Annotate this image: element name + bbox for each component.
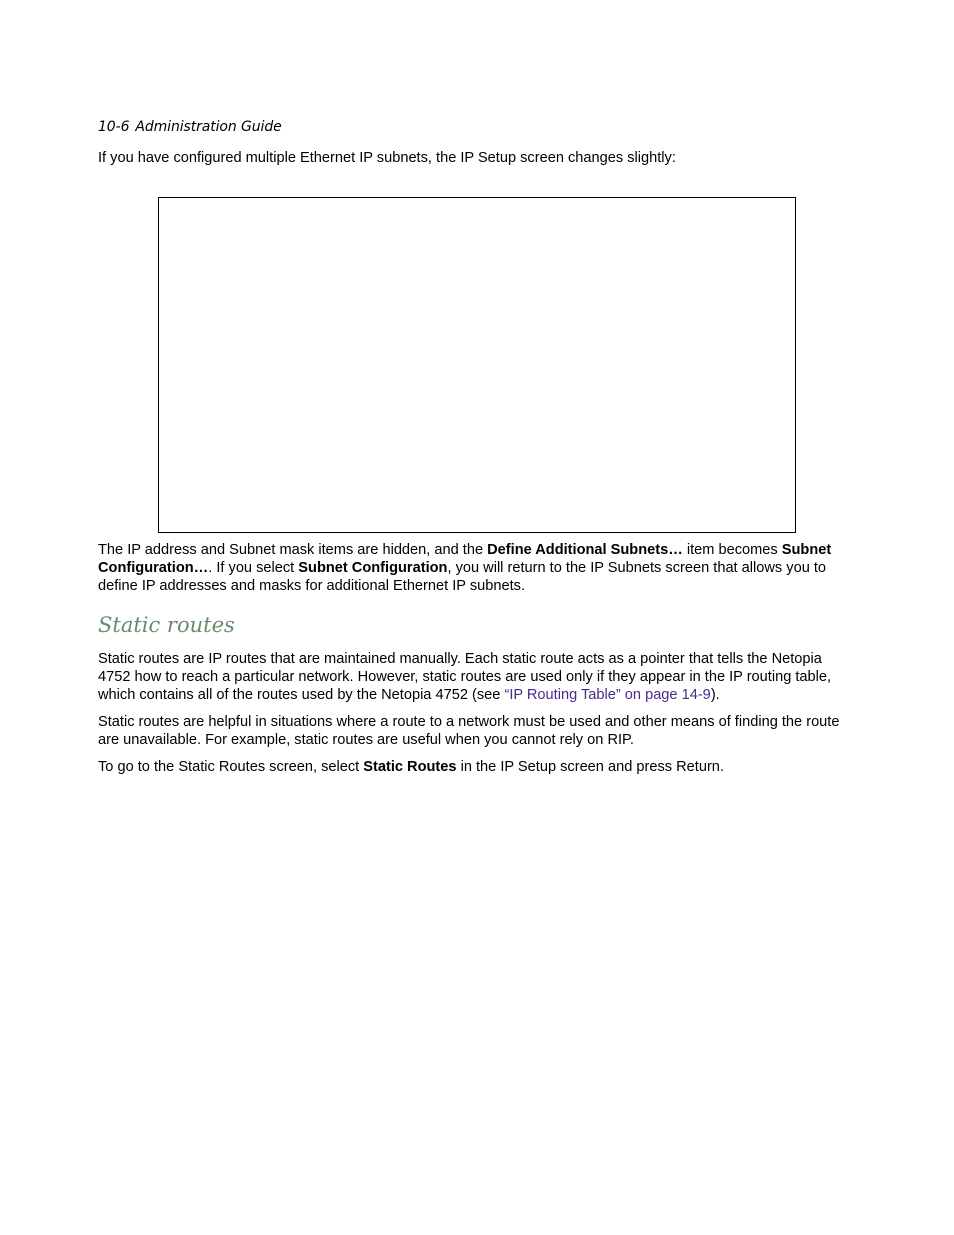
running-header [98,119,282,135]
hidden-items-text-2: item becomes [682,542,782,558]
guide-title: Administration Guide [135,119,282,135]
hidden-items-text-3: . If you select [208,560,299,576]
static-routes-paragraph-2: Static routes are helpful in situations where a route to a network must be used and other means of finding the route are unavailable. For example, static routes are useful when you cannot rely on RIP. [98,714,840,748]
ip-routing-table-link[interactable]: “IP Routing Table” on page 14-9 [504,687,711,703]
define-additional-subnets-term: Define Additional Subnets… [487,542,683,558]
static-routes-paragraph-1 [98,650,858,704]
hidden-items-paragraph [98,541,858,595]
subnet-configuration-term: Subnet Configuration [298,560,448,576]
static-routes-text-1: Static routes are IP routes that are maintained manually. Each static route acts as a pointer that tells the Netopia 4752 how to reach a particular network. However, static routes are used only if they appear in the IP routing table, which contains all of the routes used by the Netopia 4752 (see [98,651,832,703]
hidden-items-text-1: The IP address and Subnet mask items are hidden, and the [98,542,488,558]
section-heading-static-routes: Static routes [98,613,235,637]
subnet-configuration-ellipsis-term: Subnet Configuration… [98,542,832,576]
static-routes-instruction-text-2: in the IP Setup screen and press Return. [456,759,724,775]
intro-paragraph: If you have configured multiple Ethernet IP subnets, the IP Setup screen changes slightly: [98,150,676,166]
static-routes-instruction-text-1: To go to the Static Routes screen, select [98,759,364,775]
static-routes-term: Static Routes [363,759,457,775]
static-routes-paragraph-3 [98,758,858,776]
static-routes-text-2: ). [710,687,720,703]
page-number: 10-6 [98,119,130,135]
hidden-items-text-4: , you will return to the IP Subnets screen that allows you to define IP addresses and masks for additional Ethernet IP subnets. [98,560,827,594]
ip-setup-screen-frame [158,197,796,533]
